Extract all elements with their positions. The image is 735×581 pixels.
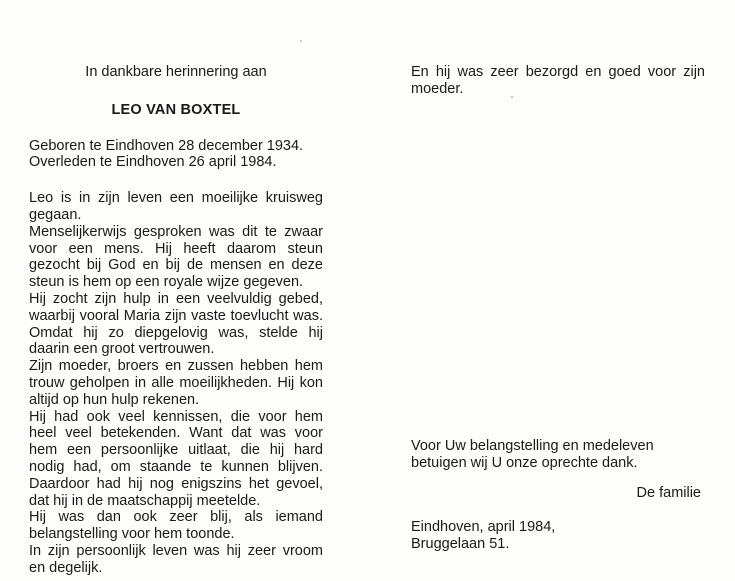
birth-line: Geboren te Eindhoven 28 december 1934. — [29, 137, 304, 154]
death-line: Overleden te Eindhoven 26 april 1984. — [29, 154, 277, 171]
thanks-text: Voor Uw belangstelling en medeleven betuigen wij U onze oprechte dank. — [411, 438, 654, 471]
deceased-name: LEO VAN BOXTEL — [111, 101, 241, 118]
paragraph: Hij zocht zijn hulp in een veelvuldig gebed, waarbij vooral Maria zijn vaste toevlucht was. Omdat hij zo diepgelovig was, stelde hij daarin een groot vertrouwen. — [29, 290, 323, 358]
right-top-text: En hij was zeer bezorgd en goed voor zijn moeder. — [411, 64, 705, 97]
place-and-address — [411, 519, 705, 553]
life-dates — [29, 138, 323, 172]
paper-speck — [300, 40, 302, 42]
address: Bruggelaan 51. — [411, 535, 510, 552]
memorial-text — [29, 190, 323, 576]
signature: De familie — [636, 485, 701, 501]
intro-line: In dankbare herinnering aan — [85, 64, 267, 80]
paragraph: Hij had ook veel kennissen, die voor hem heel veel betekenden. Want dat was voor hem een persoonlijke uitlaat, die hij hard nodig had, om staande te kunnen blijven. Daardoor had hij nog enigszins het gevoel, dat hij in de maatschappij meetelde. — [29, 408, 323, 509]
paragraph: Leo is in zijn leven een moeilijke kruisweg gegaan. — [29, 190, 323, 223]
paragraph: Zijn moeder, broers en zussen hebben hem trouw geholpen in alle moeilijkheden. Hij kon altijd op hun hulp rekenen. — [29, 358, 323, 408]
place-date: Eindhoven, april 1984, — [411, 519, 556, 535]
paragraph: Menselijkerwijs gesproken was dit te zwaar voor een mens. Hij heeft daarom steun gezocht bij God en bij de mensen en deze steun is hem op een royale wijze gegeven. — [29, 223, 323, 291]
paragraph: Hij was dan ook zeer blij, als iemand belangstelling voor hem toonde. — [29, 509, 323, 543]
right-column — [411, 64, 705, 98]
paragraph: In zijn persoonlijk leven was hij zeer vroom en degelijk. — [29, 542, 323, 576]
left-column — [29, 64, 323, 577]
